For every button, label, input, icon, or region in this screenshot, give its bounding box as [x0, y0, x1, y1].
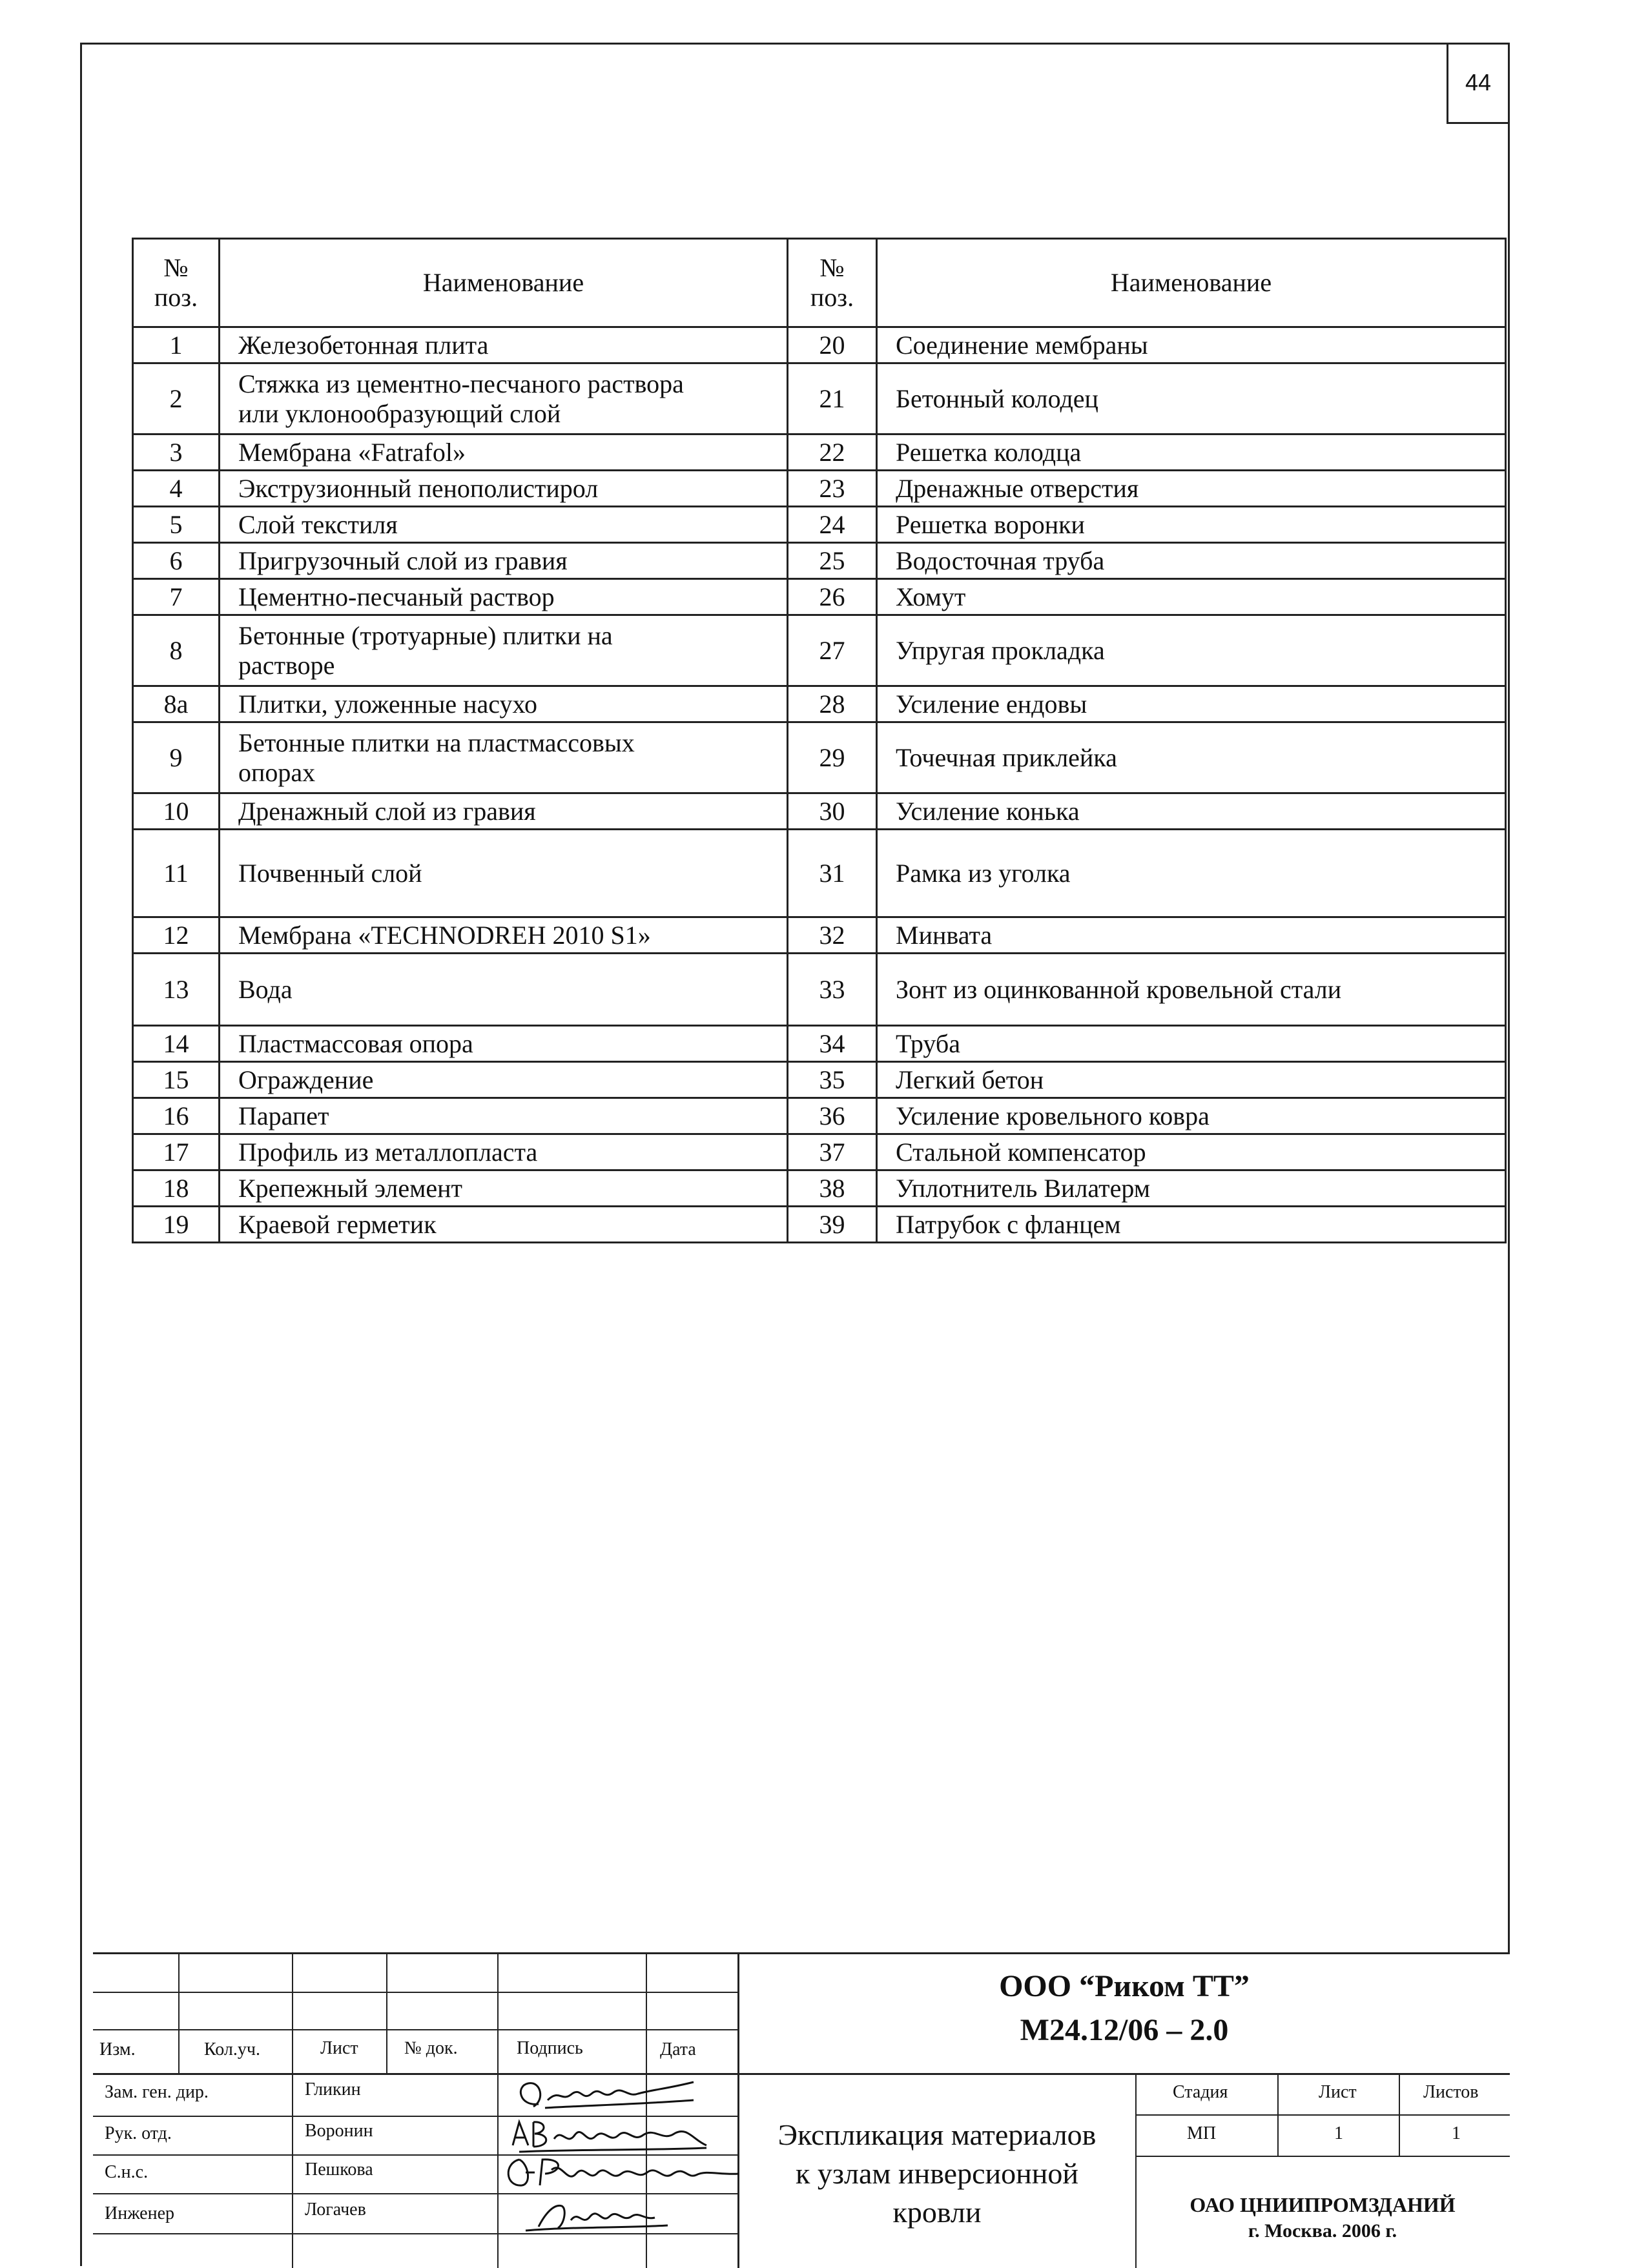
- pos-left-cell: 3: [133, 434, 220, 471]
- name-left-cell: [220, 1026, 788, 1062]
- table-row: [133, 363, 1506, 434]
- name-left-line: Вода: [238, 974, 293, 1004]
- table-row: [133, 686, 1506, 722]
- name-left-line: Пригрузочный слой из гравия: [238, 546, 568, 575]
- document-title-line-3: кровли: [892, 2195, 982, 2229]
- pos-left-cell: 1: [133, 327, 220, 363]
- stage-header: Стадия: [1173, 2082, 1228, 2102]
- company-name: ООО “Риком ТТ”: [999, 1969, 1250, 2003]
- col-list: Лист: [320, 2038, 358, 2058]
- table-row: [133, 579, 1506, 615]
- col-signature: Подпись: [517, 2038, 583, 2058]
- name-left-line: Слой текстиля: [238, 509, 398, 539]
- sheet-number: [1447, 43, 1510, 124]
- table-row: [133, 615, 1506, 686]
- name-logachev: Логачев: [305, 2200, 366, 2220]
- name-glikin: Гликин: [305, 2079, 361, 2099]
- pos-left-cell: 8а: [133, 686, 220, 722]
- sheets-total-value: 1: [1452, 2123, 1461, 2143]
- name-left-cell: [220, 1062, 788, 1098]
- name-right-cell: Упругая прокладка: [877, 615, 1506, 686]
- col-kol-uch: Кол.уч.: [204, 2039, 260, 2059]
- table-body: [133, 327, 1506, 1243]
- name-right-cell: Труба: [877, 1026, 1506, 1062]
- pos-left-cell: 16: [133, 1098, 220, 1134]
- name-left-line: Пластмассовая опора: [238, 1028, 473, 1058]
- name-left-line: Плитки, уложенные насухо: [238, 689, 537, 719]
- pos-left-cell: 6: [133, 543, 220, 579]
- document-title-line-2: к узлам инверсионной: [796, 2156, 1078, 2190]
- name-left-line: Мембрана «TECHNODREH 2010 S1»: [238, 920, 651, 950]
- header-pos-left-symbol: №: [163, 253, 189, 282]
- tb-line: [386, 1954, 387, 2073]
- pos-right-cell: 26: [788, 579, 877, 615]
- name-left-cell: [220, 1098, 788, 1134]
- role-dept-head: Рук. отд.: [105, 2123, 172, 2143]
- pos-left-cell: 18: [133, 1170, 220, 1207]
- tb-line: [292, 1954, 293, 2268]
- pos-left-cell: 15: [133, 1062, 220, 1098]
- name-right-cell: Решетка колодца: [877, 434, 1506, 471]
- pos-right-cell: 22: [788, 434, 877, 471]
- pos-right-cell: 35: [788, 1062, 877, 1098]
- table-row: [133, 327, 1506, 363]
- pos-right-cell: 39: [788, 1207, 877, 1243]
- name-left-cell: [220, 954, 788, 1026]
- document-title: [739, 2116, 1135, 2231]
- name-right-cell: Водосточная труба: [877, 543, 1506, 579]
- name-left-line: Дренажный слой из гравия: [238, 796, 536, 826]
- pos-right-cell: 20: [788, 327, 877, 363]
- pos-left-cell: 2: [133, 363, 220, 434]
- table-row: [133, 507, 1506, 543]
- pos-left-cell: 12: [133, 917, 220, 954]
- pos-right-cell: 23: [788, 471, 877, 507]
- name-left-cell: [220, 363, 788, 434]
- pos-left-cell: 8: [133, 615, 220, 686]
- name-right-cell: Бетонный колодец: [877, 363, 1506, 434]
- table-row: [133, 954, 1506, 1026]
- sheets-total-header: Листов: [1423, 2082, 1479, 2102]
- sheet-header: Лист: [1319, 2082, 1357, 2102]
- name-left-line: Парапет: [238, 1101, 329, 1130]
- table-row: [133, 1207, 1506, 1243]
- role-engineer: Инженер: [105, 2203, 175, 2223]
- pos-right-cell: 33: [788, 954, 877, 1026]
- header-pos-right-text: поз.: [810, 283, 854, 312]
- name-left-line: Крепежный элемент: [238, 1173, 463, 1203]
- sheet-value: 1: [1334, 2123, 1343, 2143]
- sheet-number-value: 44: [1465, 68, 1492, 96]
- name-left-line: Краевой герметик: [238, 1209, 437, 1239]
- name-left-cell: [220, 507, 788, 543]
- name-left-line: растворе: [238, 650, 335, 680]
- pos-left-cell: 13: [133, 954, 220, 1026]
- pos-right-cell: 27: [788, 615, 877, 686]
- table-row: [133, 543, 1506, 579]
- name-left-line: Ограждение: [238, 1065, 374, 1094]
- pos-right-cell: 32: [788, 917, 877, 954]
- name-left-line: Железобетонная плита: [238, 330, 489, 360]
- table-row: [133, 1062, 1506, 1098]
- pos-right-cell: 31: [788, 830, 877, 917]
- name-right-cell: Патрубок с фланцем: [877, 1207, 1506, 1243]
- name-right-cell: Легкий бетон: [877, 1062, 1506, 1098]
- name-right-cell: Точечная приклейка: [877, 722, 1506, 793]
- name-right-cell: Усиление конька: [877, 793, 1506, 830]
- name-right-cell: Рамка из уголка: [877, 830, 1506, 917]
- header-pos-left: [133, 239, 220, 327]
- table-row: [133, 1098, 1506, 1134]
- name-right-cell: Дренажные отверстия: [877, 471, 1506, 507]
- header-pos-right-symbol: №: [819, 253, 845, 282]
- name-left-cell: [220, 434, 788, 471]
- name-right-cell: Зонт из оцинкованной кровельной стали: [877, 954, 1506, 1026]
- name-right-cell: Решетка воронки: [877, 507, 1506, 543]
- role-senior-researcher: С.н.с.: [105, 2162, 149, 2182]
- pos-left-cell: 19: [133, 1207, 220, 1243]
- signature-logachev: [500, 2194, 694, 2236]
- name-left-line: Мембрана «Fatrafol»: [238, 437, 466, 467]
- pos-left-cell: 14: [133, 1026, 220, 1062]
- name-right-cell: Уплотнитель Вилатерм: [877, 1170, 1506, 1207]
- signature-glikin: [500, 2074, 719, 2116]
- table-row: [133, 434, 1506, 471]
- name-left-cell: [220, 615, 788, 686]
- header-name-right: Наименование: [877, 239, 1506, 327]
- pos-right-cell: 34: [788, 1026, 877, 1062]
- tb-line: [178, 1954, 180, 2073]
- name-left-line: Профиль из металлопласта: [238, 1137, 538, 1167]
- name-peshkova: Пешкова: [305, 2160, 373, 2180]
- col-izm: Изм.: [99, 2039, 136, 2059]
- table-row: [133, 830, 1506, 917]
- table-row: [133, 1134, 1506, 1170]
- name-left-line: или уклонообразующий слой: [238, 398, 561, 428]
- name-right-cell: Стальной компенсатор: [877, 1134, 1506, 1170]
- pos-right-cell: 37: [788, 1134, 877, 1170]
- name-left-cell: [220, 793, 788, 830]
- pos-left-cell: 17: [133, 1134, 220, 1170]
- signature-peshkova: [500, 2151, 745, 2196]
- pos-left-cell: 5: [133, 507, 220, 543]
- name-left-cell: [220, 917, 788, 954]
- name-left-cell: [220, 1170, 788, 1207]
- title-block: [93, 1952, 1510, 2266]
- name-right-cell: Усиление ендовы: [877, 686, 1506, 722]
- name-left-cell: [220, 1207, 788, 1243]
- name-right-cell: Соединение мембраны: [877, 327, 1506, 363]
- tb-line: [1135, 2114, 1510, 2116]
- organization-city-year: г. Москва. 2006 г.: [1248, 2220, 1397, 2242]
- name-left-cell: [220, 686, 788, 722]
- document-title-line-1: Экспликация материалов: [778, 2118, 1097, 2151]
- name-left-line: Стяжка из цементно-песчаного раствора: [238, 369, 684, 398]
- role-deputy-director: Зам. ген. дир.: [105, 2082, 209, 2102]
- name-right-cell: Усиление кровельного ковра: [877, 1098, 1506, 1134]
- table-header-row: [133, 239, 1506, 327]
- pos-left-cell: 4: [133, 471, 220, 507]
- document-code: М24.12/06 – 2.0: [1020, 2013, 1229, 2047]
- materials-table: [132, 238, 1507, 1243]
- table-row: [133, 471, 1506, 507]
- name-left-cell: [220, 1134, 788, 1170]
- name-left-cell: [220, 722, 788, 793]
- name-voronin: Воронин: [305, 2121, 373, 2141]
- pos-right-cell: 38: [788, 1170, 877, 1207]
- frame-right-line: [1508, 43, 1510, 1954]
- tb-line: [93, 2029, 739, 2030]
- table-row: [133, 917, 1506, 954]
- name-left-line: Экструзионный пенополистирол: [238, 473, 599, 503]
- tb-line: [93, 2073, 1510, 2075]
- pos-right-cell: 24: [788, 507, 877, 543]
- header-pos-right: [788, 239, 877, 327]
- col-doc-no: № док.: [404, 2038, 458, 2058]
- pos-right-cell: 36: [788, 1098, 877, 1134]
- frame-left-line: [80, 43, 82, 2266]
- col-date: Дата: [660, 2039, 696, 2059]
- pos-right-cell: 25: [788, 543, 877, 579]
- name-left-line: Бетонные плитки на пластмассовых: [238, 728, 635, 757]
- name-left-cell: [220, 327, 788, 363]
- organization-name: ОАО ЦНИИПРОМЗДАНИЙ: [1190, 2193, 1456, 2216]
- pos-left-cell: 11: [133, 830, 220, 917]
- name-left-cell: [220, 471, 788, 507]
- name-right-cell: Хомут: [877, 579, 1506, 615]
- stage-value: МП: [1187, 2123, 1217, 2143]
- table-row: [133, 1026, 1506, 1062]
- name-left-line: Цементно-песчаный раствор: [238, 582, 555, 611]
- tb-line: [497, 1954, 499, 2268]
- frame-top-line: [80, 43, 1510, 45]
- tb-line: [1135, 2156, 1510, 2157]
- pos-left-cell: 7: [133, 579, 220, 615]
- name-left-cell: [220, 579, 788, 615]
- header-pos-left-text: поз.: [154, 283, 198, 312]
- name-left-line: Бетонные (тротуарные) плитки на: [238, 620, 613, 650]
- name-left-cell: [220, 830, 788, 917]
- tb-line: [93, 1992, 739, 1993]
- pos-left-cell: 10: [133, 793, 220, 830]
- name-right-cell: Минвата: [877, 917, 1506, 954]
- name-left-cell: [220, 543, 788, 579]
- header-name-left: Наименование: [220, 239, 788, 327]
- name-left-line: опорах: [238, 757, 316, 787]
- table-row: [133, 793, 1506, 830]
- pos-right-cell: 30: [788, 793, 877, 830]
- table-row: [133, 1170, 1506, 1207]
- pos-right-cell: 29: [788, 722, 877, 793]
- pos-right-cell: 28: [788, 686, 877, 722]
- pos-left-cell: 9: [133, 722, 220, 793]
- pos-right-cell: 21: [788, 363, 877, 434]
- table-row: [133, 722, 1506, 793]
- name-left-line: Почвенный слой: [238, 858, 422, 888]
